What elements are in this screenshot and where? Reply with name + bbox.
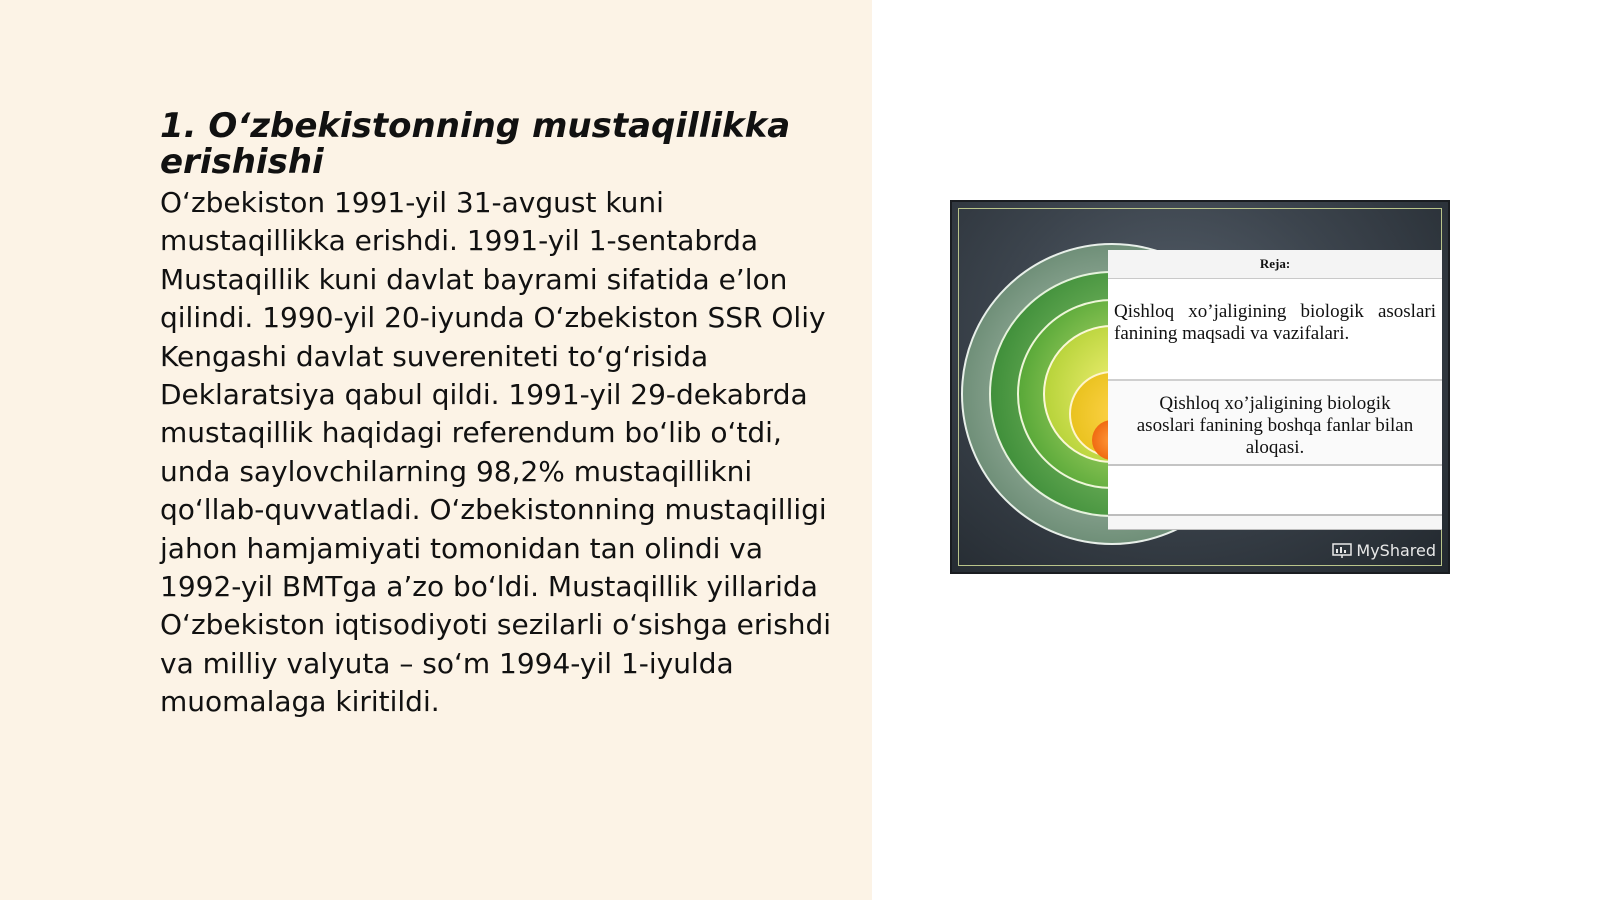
plan-heading: Reja: [1108, 250, 1442, 279]
watermark-label: MyShared [1356, 541, 1436, 560]
plan-item-4-empty [1108, 516, 1442, 530]
plan-item-3-empty [1108, 466, 1442, 516]
slide-title: 1. O‘zbekistonning mustaqillikka erishishi [160, 106, 791, 182]
presentation-screen-icon [1332, 543, 1352, 559]
watermark [1332, 541, 1436, 560]
plan-item-1: Qishloq xo’jaligining biologik asoslari fanining maqsadi va vazifalari. [1108, 279, 1442, 381]
plan-item-2: Qishloq xo’jaligining biologik asoslari fanining boshqa fanlar bilan aloqasi. [1108, 381, 1442, 466]
slide-body-text: O‘zbekiston 1991-yil 31-avgust kuni mustaqillikka erishdi. 1991-yil 1-sentabrda Mustaqillik kuni davlat bayrami sifatida e’lon qilindi. 1990-yil 20-iyunda O‘zbekiston SSR Oliy Kengashi davlat suvereniteti to‘g‘risida Deklaratsiya qabul qildi. 1991-yil 29-dekabrda mustaqillik haqidagi referendum bo‘lib o‘tdi, unda saylovchilarning 98,2% mustaqillikni qo‘llab-quvvatladi. O‘zbekistonning mustaqilligi jahon hamjamiyati tomonidan tan olindi va 1992-yil BMTga a’zo bo‘ldi. Mustaqillik yillarida O‘zbekiston iqtisodiyoti sezilarli o‘sishga erishdi va milliy valyuta – so‘m 1994-yil 1-iyulda muomalaga kiritildi. [160, 186, 832, 719]
embedded-slide-image [950, 200, 1450, 574]
plan-panel [1108, 250, 1442, 538]
